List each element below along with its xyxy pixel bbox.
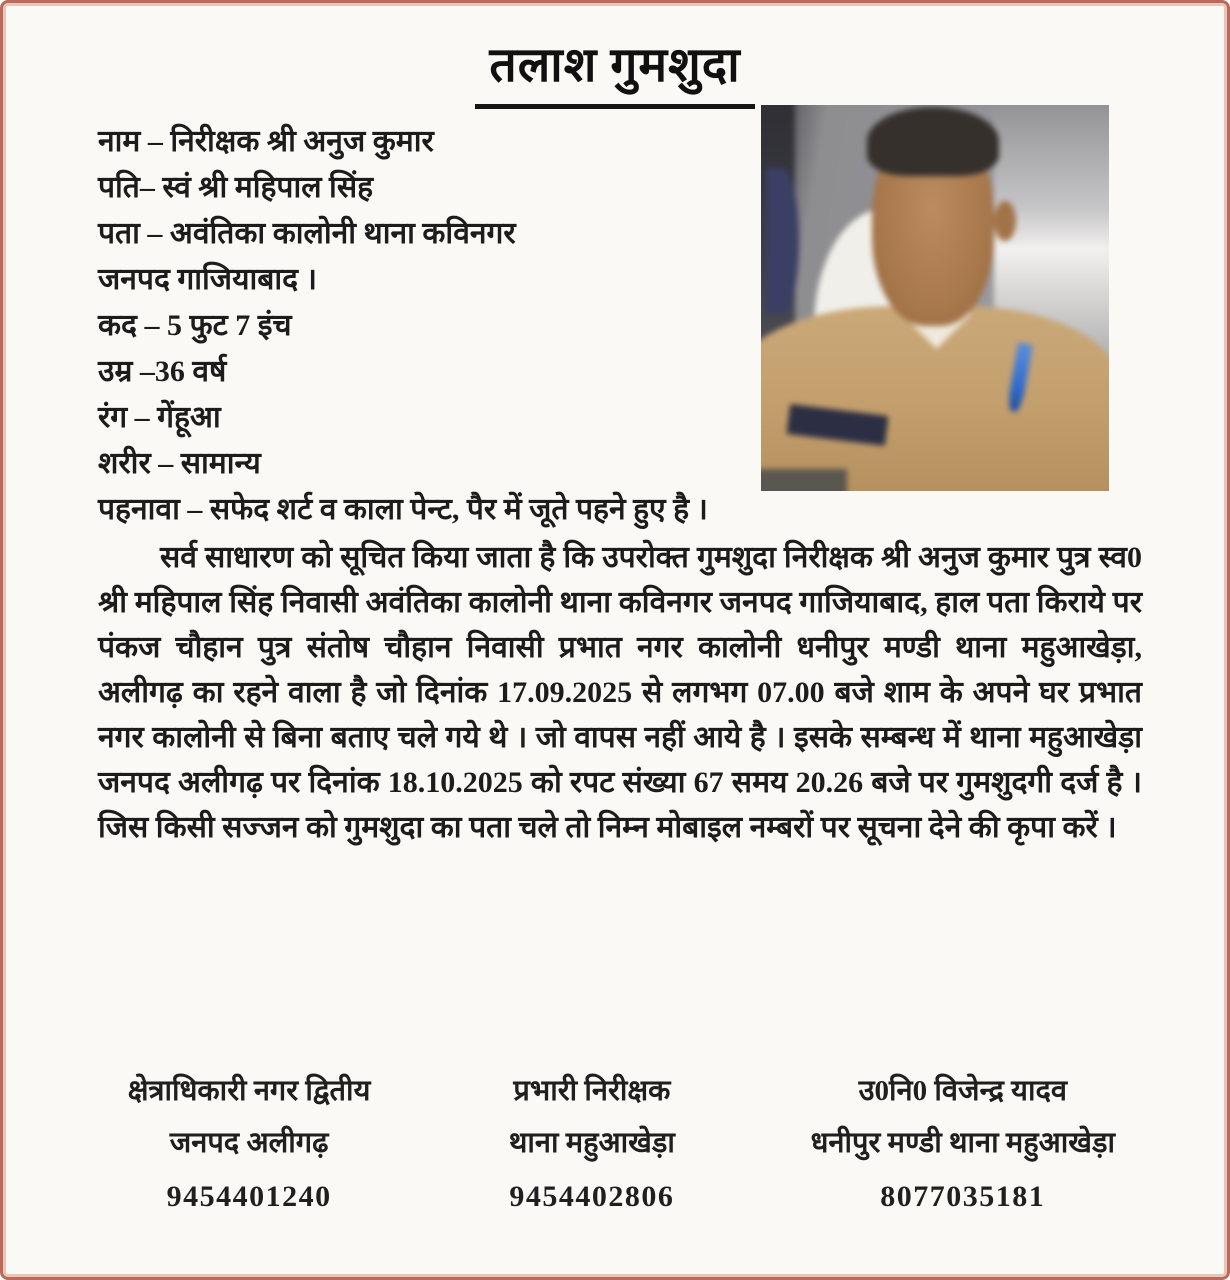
notice-body-paragraph: सर्व साधारण को सूचित किया जाता है कि उपरोक्त गुमशुदा निरीक्षक श्री अनुज कुमार पुत्र स्व0 श्री महिपाल सिंह निवासी अवंतिका कालोनी थाना कविनगर जनपद गाजियाबाद, हाल पता किराये पर पंकज चौहान पुत्र संतोष चौहान निवासी प्रभात नगर कालोनी धनीपुर मण्डी थाना महुआखेड़ा, अलीगढ़ का रहने वाला है जो दिनांक 17.09.2025 से लगभग 07.00 बजे शाम के अपने घर प्रभात नगर कालोनी से बिना बताए चले गये थे । जो वापस नहीं आये है । इसके सम्बन्ध में थाना महुआखेड़ा जनपद अलीगढ़ पर दिनांक 18.10.2025 को रपट संख्या 67 समय 20.26 बजे पर गुमशुदगी दर्ज है । जिस किसी सज्जन को गुमशुदा का पता चले तो निम्न मोबाइल नम्बरों पर सूचना देने की कृपा करें । bbox=[98, 541, 1142, 844]
contact-role: प्रभारी निरीक्षक bbox=[513, 1075, 671, 1107]
seat-shadow bbox=[761, 469, 847, 491]
notice-header bbox=[3, 31, 1227, 109]
detail-father: पति– स्वं श्री महिपाल सिंह bbox=[98, 171, 374, 204]
seatbelt-strap bbox=[766, 168, 799, 314]
person-ear bbox=[994, 201, 1016, 242]
contact-phone: 9454402806 bbox=[509, 1180, 675, 1213]
detail-age: उम्र –36 वर्ष bbox=[98, 355, 227, 388]
detail-complexion: रंग – गेंहूआ bbox=[98, 401, 221, 434]
contact-role: क्षेत्राधिकारी नगर द्वितीय bbox=[127, 1075, 371, 1107]
contact-phone: 8077035181 bbox=[880, 1180, 1046, 1213]
detail-height: कद – 5 फुट 7 इंच bbox=[98, 309, 292, 342]
detail-district: जनपद गाजियाबाद । bbox=[98, 263, 317, 296]
contact-place: धनीपुर मण्डी थाना महुआखेड़ा bbox=[810, 1127, 1116, 1159]
missing-person-photo bbox=[761, 105, 1109, 491]
person-details bbox=[98, 119, 748, 533]
contact-column-inspector bbox=[440, 1065, 743, 1223]
detail-name: नाम – निरीक्षक श्री अनुज कुमार bbox=[98, 125, 434, 158]
contact-place: जनपद अलीगढ़ bbox=[169, 1127, 329, 1159]
contact-place: थाना महुआखेड़ा bbox=[508, 1127, 675, 1159]
person-hair bbox=[867, 107, 999, 176]
contact-section bbox=[58, 1065, 1182, 1223]
contact-phone: 9454401240 bbox=[166, 1180, 332, 1213]
page-title: तलाश गुमशुदा bbox=[475, 31, 754, 109]
photo-scene bbox=[761, 105, 1109, 491]
contact-column-co bbox=[58, 1065, 440, 1223]
detail-clothing: पहनावा – सफेद शर्ट व काला पेन्ट, पैर में जूते पहने हुए है । bbox=[98, 493, 708, 526]
contact-column-si bbox=[744, 1065, 1182, 1223]
detail-address: पता – अवंतिका कालोनी थाना कविनगर bbox=[98, 217, 516, 250]
detail-build: शरीर – सामान्य bbox=[98, 447, 261, 480]
contact-role: उ0नि0 विजेन्द्र यादव bbox=[858, 1075, 1067, 1107]
